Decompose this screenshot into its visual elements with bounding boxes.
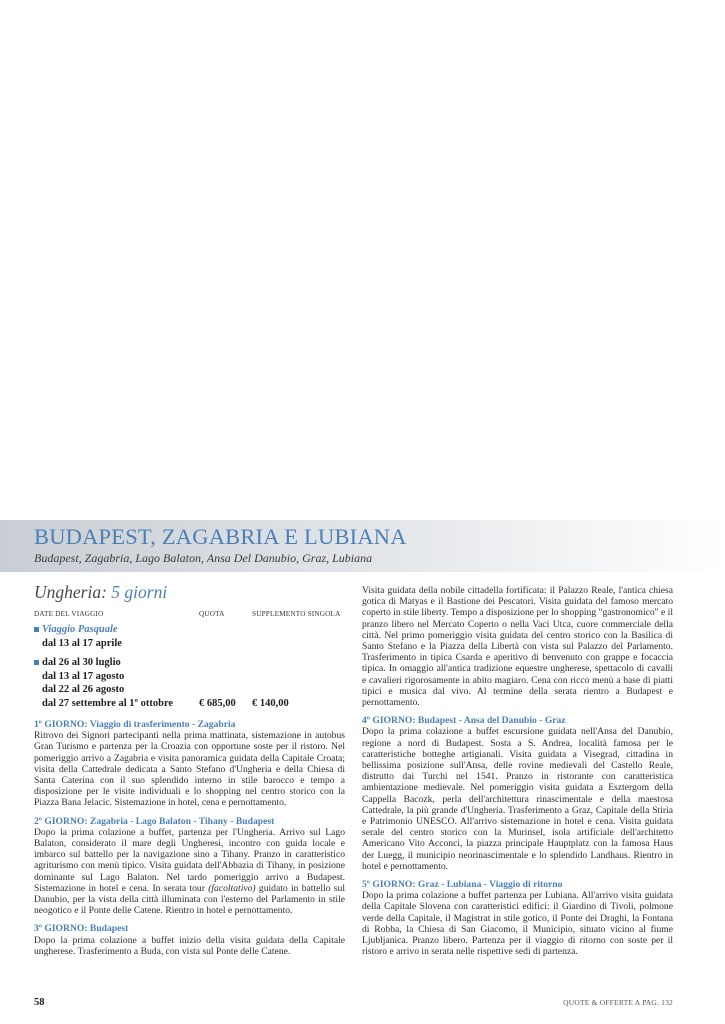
itinerary-day	[34, 719, 345, 809]
supplemento-value: € 140,00	[252, 697, 289, 709]
date-row	[34, 657, 354, 671]
day-text: Dopo la prima colazione a buffet partenza per Lubiana. All'arrivo visita guidata della Capitale Slovena con caratteristici edifici: il Giardino di Tivoli, polmone verde della Capitale, il Magistrat in stile gotico, il Ponte dei Draghi, la Fontana di Robba, la Chiesa di San Giacomo, il Municipio, situato vicino al fiume Ljubljanica. Pranzo libero. Partenza per il viaggio di ritorno con soste per il ristoro e arrivo in serata nelle rispettive sedi di partenza.	[362, 890, 673, 958]
duration-heading	[34, 582, 167, 603]
page-number: 58	[34, 997, 45, 1008]
day-text: Dopo la prima colazione a buffet escursione guidata nell'Ansa del Danubio, regione a nord di Budapest. Sosta a S. Andrea, località famosa per le caratteristiche botteghe artigianali. Visita guidata a Visegrad, cittadina in bellissima posizione sull'Ansa, delle rovine medievali del Castello Reale, distrutto dai Turchi nel 1541. Pranzo in ristorante con caratteristica ambientazione medievale. Nel pomeriggio visita guidata a Esztergom della Cappella Bacozk, perla dell'architettura rinascimentale e della maestosa Cattedrale, la più grande d'Ungheria. Trasferimento a Graz, Capitale della Stiria e Patrimonio UNESCO. All'arrivo sistemazione in hotel e cena. Visita guidata serale del centro storico con la Murinsel, isola artificiale dell'architetto Americano Vito Acconci, la piazza principale Hauptplatz con la famosa Haus der Luegg, il municipio neorinascimentale e lo splendido Landhaus. Rientro in hotel e pernottamento.	[362, 726, 673, 872]
date-label: dal 27 settembre al 1º ottobre	[42, 697, 174, 709]
quota-value: € 685,00	[199, 697, 236, 709]
day-text: Ritrovo dei Signori partecipanti nella prima mattinata, sistemazione in autobus Gran Turismo e partenza per la Croazia con opportune soste per il ristoro. Nel pomeriggio arrivo a Zagabria e visita panoramica guidata della Capitale Croata; visita della Cattedrale dedicata a Santo Stefano d'Ungheria e della Chiesa di Santa Caterina con il suo splendido interno in stile barocco e tempo a disposizione per le visite individuali e lo shopping nel centro storico con la Piazza Bana Jelacic. Sistemazione in hotel, cena e pernottamento.	[34, 730, 345, 809]
page-title: BUDAPEST, ZAGABRIA E LUBIANA	[34, 524, 407, 549]
date-label: dal 26 al 30 luglio	[42, 657, 121, 668]
header-date: DATE DEL VIAGGIO	[34, 610, 104, 618]
country-label: Ungheria:	[34, 582, 107, 602]
itinerary-day	[362, 715, 673, 872]
bullet-icon	[34, 627, 39, 632]
day-text-part: Dopo la prima colazione a buffet, partenza per l'Ungheria. Arrivo sul Lago Balaton, considerato il mare degli Ungheresi, incontro con guida locale e imbarco sul battello per la navigazione sino a Tihany. Pranzo in caratteristico agriturismo con menù tipico. Visita guidata dell'Abbazia di Tihany, in posizione dominante sul Lago Balaton. Nel tardo pomeriggio arrivo a Budapest. Sistemazione in hotel e cena. In serata tour	[34, 826, 345, 894]
itinerary-right-column	[362, 585, 673, 965]
day-text: Visita guidata della nobile cittadella fortificata: il Palazzo Reale, l'antica chiesa gotica di Matyas e il Bastione dei Pescatori. Visita guidata del famoso mercato coperto in stile liberty. Tempo a disposizione per lo shopping "gastronomico" e il pranzo libero nel Mercato Coperto o nella Vaci Utca, cuore commerciale della città. Nel primo pomeriggio visita guidata del centro storico con la Basilica di Santo Stefano e la Piazza della Libertà con vista sul Palazzo del Parlamento. Trasferimento in tipica Csarda e aperitivo di benvenuto con grappe e focaccia tipica. In omaggio all'antica tradizione equestre ungherese, spettacolo di cavalli e cavalieri rigorosamente in abito magiaro. Cena con ricco menù a base di piatti tipici e musica dal vivo. Al termine della serata rientro a Budapest e pernottamento.	[362, 585, 673, 709]
optional-note: (facoltativo)	[208, 882, 256, 894]
itinerary-day	[34, 923, 345, 957]
date-row	[34, 671, 354, 685]
day-heading: 4º GIORNO: Budapest - Ansa del Danubio - Graz	[362, 715, 566, 727]
day-heading: 3º GIORNO: Budapest	[34, 923, 129, 935]
day-text	[34, 827, 345, 917]
itinerary-day	[34, 816, 345, 917]
days-label: 5 giorni	[111, 582, 168, 602]
day-heading: 2º GIORNO: Zagabria - Lago Balaton - Tihany - Budapest	[34, 815, 275, 827]
day-text-part: guidato in battello sul Danubio, per la vista della città illuminata con l'esterno del Parlamento in stile neogotico e il Ponte delle Catene. Rientro in hotel e pernottamento.	[34, 882, 345, 917]
header-supplemento: SUPPLEMENTO SINGOLA	[252, 610, 341, 618]
itinerary-day	[362, 879, 673, 957]
date-row	[34, 624, 354, 638]
date-row	[34, 698, 354, 712]
date-label: dal 13 al 17 agosto	[42, 670, 125, 682]
date-label: Viaggio Pasquale	[42, 624, 118, 635]
date-row	[34, 684, 354, 698]
footer-reference: QUOTE & OFFERTE A PAG. 132	[563, 998, 673, 1007]
header-quota: QUOTA	[199, 610, 225, 618]
date-label: dal 22 al 26 agosto	[42, 684, 125, 695]
day-heading: 1º GIORNO: Viaggio di trasferimento - Zagabria	[34, 719, 236, 730]
date-label: dal 13 al 17 aprile	[42, 637, 122, 649]
dates-table	[34, 624, 354, 711]
day-heading: 5º GIORNO: Graz - Lubiana - Viaggio di ritorno	[362, 879, 563, 891]
date-row	[34, 638, 354, 652]
itinerary-left-column	[34, 719, 345, 964]
page-subtitle: Budapest, Zagabria, Lago Balaton, Ansa Del Danubio, Graz, Lubiana	[34, 551, 373, 565]
itinerary-day	[362, 585, 673, 708]
bullet-icon	[34, 660, 39, 665]
day-text: Dopo la prima colazione a buffet inizio della visita guidata della Capitale ungherese. Trasferimento a Buda, con vista sul Ponte delle Catene.	[34, 934, 345, 957]
